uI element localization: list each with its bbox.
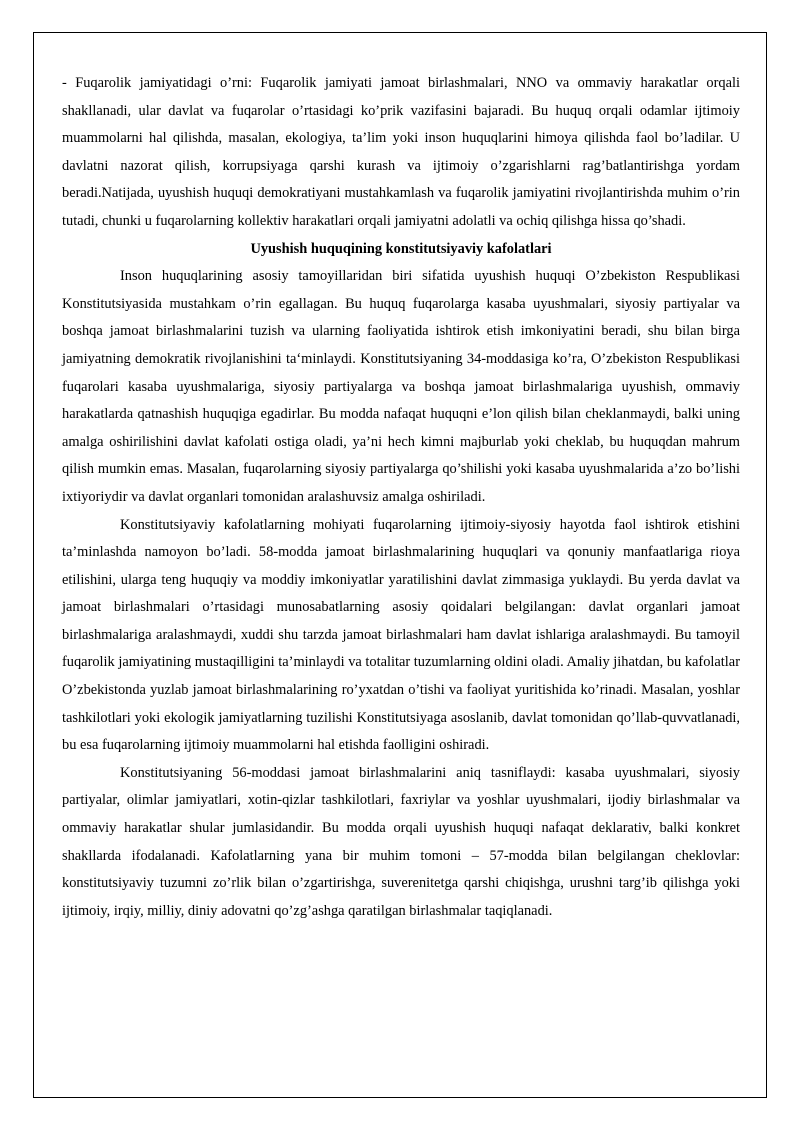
paragraph-civil-society-role: - Fuqarolik jamiyatidagi o’rni: Fuqarolik jamiyati jamoat birlashmalari, NNO va ommaviy harakatlar orqali shakllanadi, ular davlat va fuqarolar o’rtasidagi ko’prik vazifasini bajaradi. Bu huquq orqali odamlar ijtimoiy muammolarni hal qilishda, masalan, ekologiya, ta’lim yoki inson huquqlarini himoya qilishda faol bo’ladilar. U davlatni nazorat qilish, korrupsiyaga qarshi kurash va ijtimoiy o’zgarishlarni rag’batlantirishga yordam beradi.Natijada, uyushish huquqi demokratiyani mustahkamlash va fuqarolik jamiyatini rivojlantirishda muhim o’rin tutadi, chunki u fuqarolarning kollektiv harakatlari orqali jamiyatni adolatli va ochiq qilishga hissa qo’shadi. bbox=[62, 75, 740, 229]
document-body bbox=[62, 70, 740, 925]
paragraph-article-56-57: Konstitutsiyaning 56-moddasi jamoat birlashmalarini aniq tasniflaydi: kasaba uyushmalari, siyosiy partiyalar, olimlar jamiyatlari, xotin-qizlar tashkilotlari, faxriylar va yoshlar uyushmalari, ijodiy birlashmalar va ommaviy harakatlar shular jumlasidandir. Bu modda orqali uyushish huquqi nafaqat deklarativ, balki konkret shakllarda ifodalanadi. Kafolatlarning yana bir muhim tomoni – 57-modda bilan belgilangan cheklovlar: konstitutsiyaviy tuzumni zo’rlik bilan o’zgartirishga, suverenitetga qarshi chiqishga, urushni targ’ib qilishga yoki ijtimoiy, irqiy, milliy, diniy adovatni qo’zg’ashga qaratilgan birlashmalar taqiqlanadi. bbox=[62, 764, 740, 919]
paragraph-article-58: Konstitutsiyaviy kafolatlarning mohiyati fuqarolarning ijtimoiy-siyosiy hayotda faol ishtirok etishini ta’minlashda namoyon bo’ladi. 58-modda jamoat birlashmalarining huquqlari va qonuniy manfaatlariga rioya etilishini, ularga teng huquqiy va moddiy imkoniyatlar yaratilishini davlat zimmasiga yuklaydi. Bu yerda davlat va jamoat birlashmalari o’rtasidagi munosabatlarning asosiy qoidalari belgilangan: davlat organlari jamoat birlashmalariga aralashmaydi, xuddi shu tarzda jamoat birlashmalari ham davlat ishlariga aralashmaydi. Bu tamoyil fuqarolik jamiyatining mustaqilligini ta’minlaydi va totalitar tuzumlarning oldini oladi. Amaliy jihatdan, bu kafolatlar O’zbekistonda yuzlab jamoat birlashmalarining ro’yxatdan o’tishi va faoliyat yuritishida ko’rinadi. Masalan, yoshlar tashkilotlari yoki ekologik jamiyatlarning tuzilishi Konstitutsiyaga asoslanib, davlat tomonidan qo’llab-quvvatlanadi, bu esa fuqarolarning ijtimoiy muammolarni hal etishda faolligini oshiradi. bbox=[62, 516, 740, 754]
paragraph-article-34: Inson huquqlarining asosiy tamoyillaridan biri sifatida uyushish huquqi O’zbekiston Respublikasi Konstitutsiyasida mustahkam o’rin egallagan. Bu huquq fuqarolarga kasaba uyushmalari, siyosiy partiyalar va boshqa jamoat birlashmalarini tuzish va ularning faoliyatida ishtirok etish imkoniyatini beradi, shu bilan birga jamiyatning demokratik rivojlanishini ta‘minlaydi. Konstitutsiyaning 34-moddasiga ko’ra, O’zbekiston Respublikasi fuqarolari kasaba uyushmalariga, siyosiy partiyalarga va boshqa jamoat birlashmalariga uyushish, ommaviy harakatlarda qatnashish huquqiga egadirlar. Bu modda nafaqat huquqni e’lon qilish bilan cheklanmaydi, balki uning amalga oshirilishini davlat kafolati ostiga oladi, ya’ni hech kimni majburlab yoki cheklab, bu huquqdan mahrum qilish mumkin emas. Masalan, fuqarolarning siyosiy partiyalarga qo’shilishi yoki kasaba uyushmalarida a’zo bo’lishi ixtiyoriydir va davlat organlari tomonidan aralashuvsiz amalga oshiriladi. bbox=[62, 268, 740, 505]
section-heading: Uyushish huquqining konstitutsiyaviy kafolatlari bbox=[250, 240, 552, 257]
